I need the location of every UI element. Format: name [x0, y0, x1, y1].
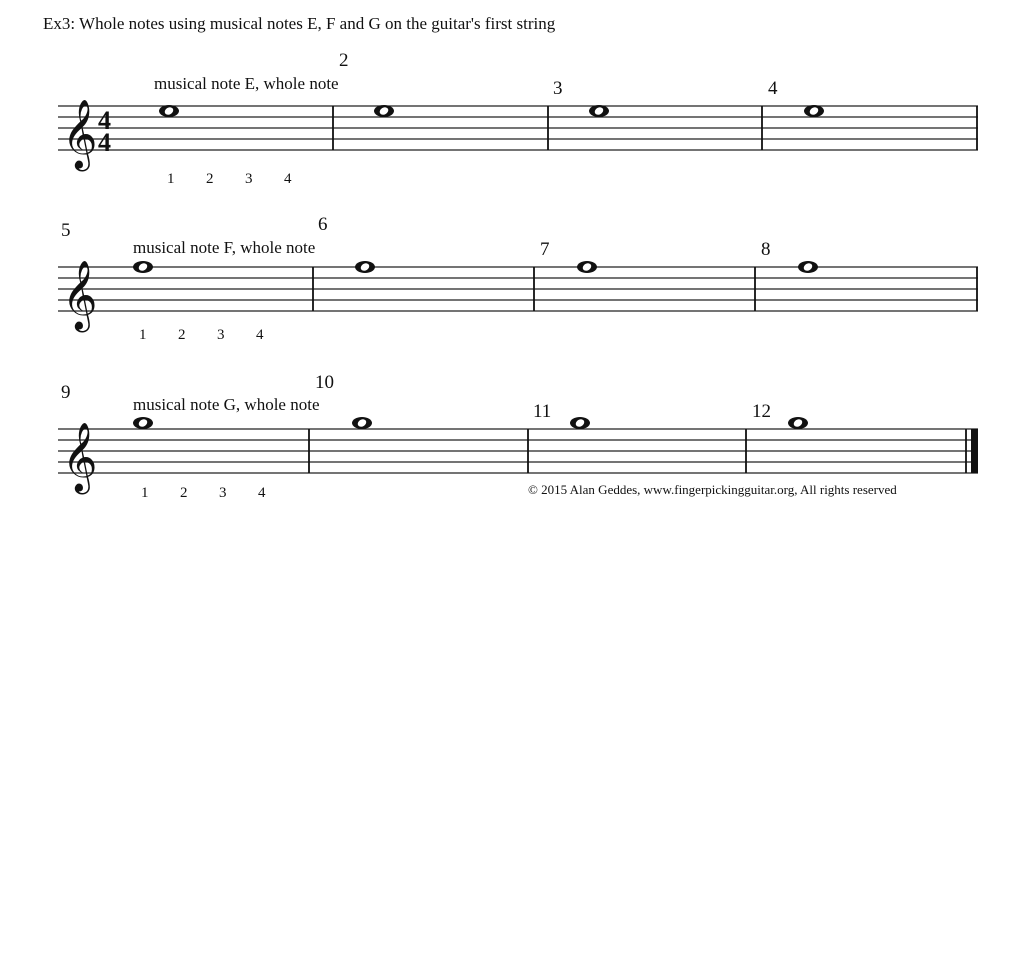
note-label: musical note G, whole note: [133, 395, 320, 414]
beat-count: 1: [141, 485, 149, 501]
beat-count: 2: [206, 171, 214, 187]
measure-number: 8: [761, 239, 771, 260]
whole-note: [355, 261, 375, 273]
beat-count: 2: [180, 485, 188, 501]
whole-note: [133, 261, 153, 273]
measure-number: 6: [318, 214, 328, 235]
time-signature-top: 4: [98, 106, 111, 135]
beat-count: 2: [178, 327, 186, 343]
whole-note: [374, 105, 394, 117]
whole-note: [352, 417, 372, 429]
measure-number: 11: [533, 401, 552, 422]
measure-number: 10: [315, 372, 334, 393]
whole-note: [159, 105, 179, 117]
whole-note: [577, 261, 597, 273]
beat-count: 3: [219, 485, 227, 501]
beat-count: 1: [167, 171, 175, 187]
measure-number: 5: [61, 220, 71, 241]
treble-clef-icon: 𝄞: [62, 260, 98, 330]
page-title: Ex3: Whole notes using musical notes E, F and G on the guitar's first string: [43, 14, 556, 33]
staff-system-1: [58, 99, 978, 171]
measure-number: 3: [553, 78, 563, 99]
note-label: musical note E, whole note: [154, 74, 339, 93]
measure-number: 7: [540, 239, 550, 260]
staff-system-2: [58, 260, 978, 332]
beat-count: 4: [256, 327, 264, 343]
measure-number: 12: [752, 401, 771, 422]
whole-note: [788, 417, 808, 429]
final-barline-thick: [971, 429, 978, 473]
measure-number: 2: [339, 50, 349, 71]
whole-note: [570, 417, 590, 429]
whole-note: [804, 105, 824, 117]
note-label: musical note F, whole note: [133, 238, 316, 257]
beat-count: 4: [284, 171, 292, 187]
measure-number: 4: [768, 78, 778, 99]
measure-number: 9: [61, 382, 71, 403]
treble-clef-icon: 𝄞: [62, 422, 98, 492]
copyright-notice: © 2015 Alan Geddes, www.fingerpickingguitar.org, All rights reserved: [528, 482, 897, 497]
beat-count: 3: [245, 171, 253, 187]
beat-count: 1: [139, 327, 147, 343]
whole-note: [133, 417, 153, 429]
treble-clef-icon: 𝄞: [62, 99, 98, 169]
beat-count: 4: [258, 485, 266, 501]
beat-count: 3: [217, 327, 225, 343]
whole-note: [589, 105, 609, 117]
time-signature-bottom: 4: [98, 128, 111, 157]
whole-note: [798, 261, 818, 273]
